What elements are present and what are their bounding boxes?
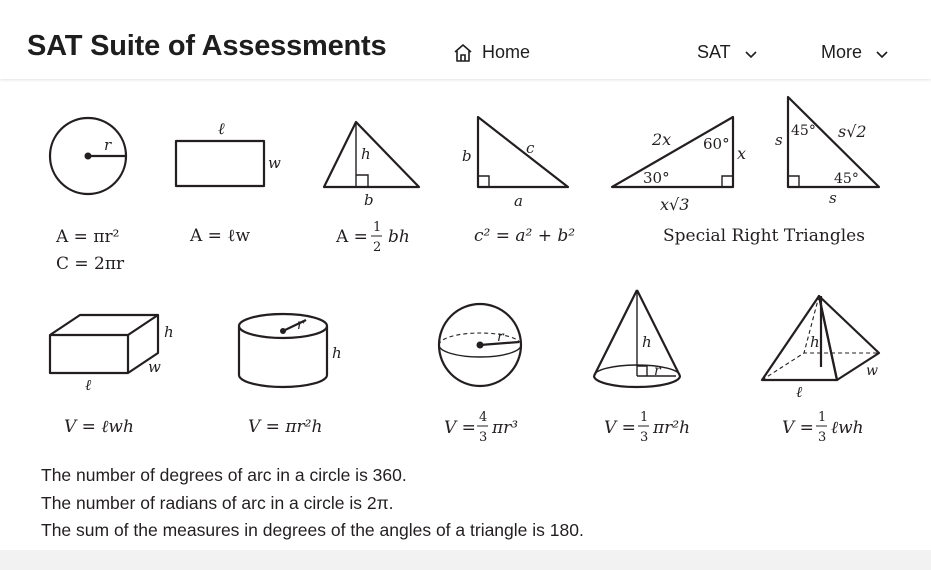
triangle-base-label: b [364, 191, 374, 209]
sphere-formula-prefix: V = [444, 418, 476, 438]
cone-base-front [594, 376, 680, 387]
cone-radius-label: r [654, 363, 661, 379]
triangle-formula-prefix: A = [336, 227, 368, 247]
circle-center-dot [85, 153, 92, 160]
cylinder-volume-formula: V = πr²h [248, 417, 323, 437]
rectangle-length-label: ℓ [218, 119, 225, 138]
right-triangle-figure [462, 117, 568, 210]
reference-facts [41, 462, 584, 545]
rectangle-area-formula: A = ℓw [190, 226, 251, 246]
cylinder-figure [239, 314, 342, 387]
home-icon [453, 43, 473, 63]
reference-figures [0, 79, 931, 459]
triangle-30-60-90-hyp-label: 2x [652, 130, 672, 149]
nav-sat-dropdown[interactable] [697, 42, 758, 63]
box-width-label: w [148, 358, 161, 376]
box-outline [50, 315, 158, 373]
nav-more-label: More [821, 42, 863, 62]
box-height-label: h [164, 323, 174, 341]
triangle-30-60-90-right-angle-mark [722, 176, 733, 187]
triangle-formula-suffix: bh [388, 227, 410, 247]
pyramid-formula-suffix: ℓwh [831, 418, 864, 438]
triangle-height-label: h [361, 145, 371, 163]
sphere-center-dot [477, 342, 484, 349]
pyramid-width-label: w [866, 363, 878, 379]
sphere-volume-formula [444, 410, 518, 445]
triangle-right-angle-mark [356, 175, 368, 187]
fact-triangle-angles: The sum of the measures in degrees of the angles of a triangle is 180. [41, 520, 584, 540]
nav-home-link[interactable] [453, 42, 530, 63]
site-title[interactable]: SAT Suite of Assessments [27, 30, 387, 62]
sphere-radius-label: r [497, 329, 504, 345]
pyramid-figure [762, 296, 879, 401]
circle-circumference-formula: C = 2πr [56, 254, 125, 274]
cylinder-height-label: h [332, 344, 342, 362]
triangle-45-45-90-bottom-leg-label: s [829, 189, 837, 207]
pyramid-volume-formula [782, 410, 864, 445]
cylinder-radius-label: r [297, 317, 304, 333]
circle-figure [50, 118, 126, 194]
triangle-45-45-90-right-angle-mark [788, 176, 799, 187]
cone-formula-suffix: πr²h [653, 418, 691, 438]
nav-sat-label: SAT [697, 42, 731, 62]
fact-degrees-circle: The number of degrees of arc in a circle is 360. [41, 465, 407, 485]
chevron-down-icon [875, 49, 889, 59]
right-triangle-side-a-label: a [514, 192, 523, 210]
rectangle-width-label: w [268, 154, 281, 172]
cone-formula-prefix: V = [604, 418, 636, 438]
special-right-triangles-caption: Special Right Triangles [663, 226, 865, 246]
box-length-label: ℓ [85, 376, 92, 394]
nav-more-dropdown[interactable] [821, 42, 889, 63]
cylinder-bottom [239, 375, 327, 387]
pythagorean-formula: c² = a² + b² [474, 226, 576, 246]
right-triangle-shape [478, 117, 568, 187]
triangle-figure [324, 122, 419, 209]
pyramid-length-label: ℓ [796, 383, 803, 401]
rectangle-shape [176, 141, 264, 186]
cone-frac-num: 1 [640, 410, 649, 425]
box-volume-formula: V = ℓwh [64, 417, 134, 437]
special-triangle-45-45-90 [775, 97, 879, 207]
cylinder-top [239, 314, 327, 338]
chevron-down-icon [744, 49, 758, 59]
sphere-formula-suffix: πr³ [492, 418, 519, 438]
sphere-frac-den: 3 [479, 430, 488, 445]
pyramid-formula-prefix: V = [782, 418, 814, 438]
cylinder-center-dot [280, 328, 286, 334]
pyramid-frac-den: 3 [818, 430, 827, 445]
sphere-figure [439, 304, 521, 386]
circle-area-formula: A = πr² [56, 227, 120, 247]
pyramid-height-label: h [810, 333, 820, 351]
cone-frac-den: 3 [640, 430, 649, 445]
rectangle-figure [176, 119, 281, 186]
triangle-45-45-90-vertical-leg-label: s [775, 131, 783, 149]
cone-height-label: h [642, 333, 652, 351]
triangle-30-60-90-angle-60: 60° [703, 135, 730, 153]
triangle-45-45-90-angle-right: 45° [834, 171, 859, 187]
sphere-frac-num: 4 [479, 410, 488, 425]
site-header [0, 0, 931, 79]
triangle-shape [324, 122, 419, 187]
triangle-45-45-90-hyp-label: s√2 [838, 122, 867, 141]
right-triangle-side-b-label: b [462, 147, 472, 165]
triangle-frac-num: 1 [373, 220, 382, 235]
pyramid-frac-num: 1 [818, 410, 827, 425]
cone-left-side [594, 290, 637, 376]
triangle-30-60-90-short-label: x [737, 144, 747, 163]
fact-radians-circle: The number of radians of arc in a circle is 2π. [41, 492, 394, 513]
circle-radius-label: r [104, 136, 112, 154]
triangle-area-formula [335, 220, 410, 255]
triangle-frac-den: 2 [373, 240, 382, 255]
nav-home-label: Home [482, 42, 531, 62]
reference-sheet-panel [0, 79, 931, 550]
triangle-45-45-90-angle-top: 45° [791, 123, 816, 139]
cone-figure [594, 290, 680, 387]
triangle-30-60-90-angle-30: 30° [643, 169, 670, 187]
right-triangle-side-c-label: c [526, 139, 535, 157]
cone-volume-formula [604, 410, 690, 445]
cone-right-angle-mark [637, 366, 647, 376]
triangle-30-60-90-long-label: x√3 [660, 195, 690, 214]
right-triangle-right-angle-mark [478, 176, 489, 187]
special-triangle-30-60-90 [612, 117, 746, 214]
pyramid-front-face [762, 296, 837, 380]
box-figure [50, 315, 174, 394]
